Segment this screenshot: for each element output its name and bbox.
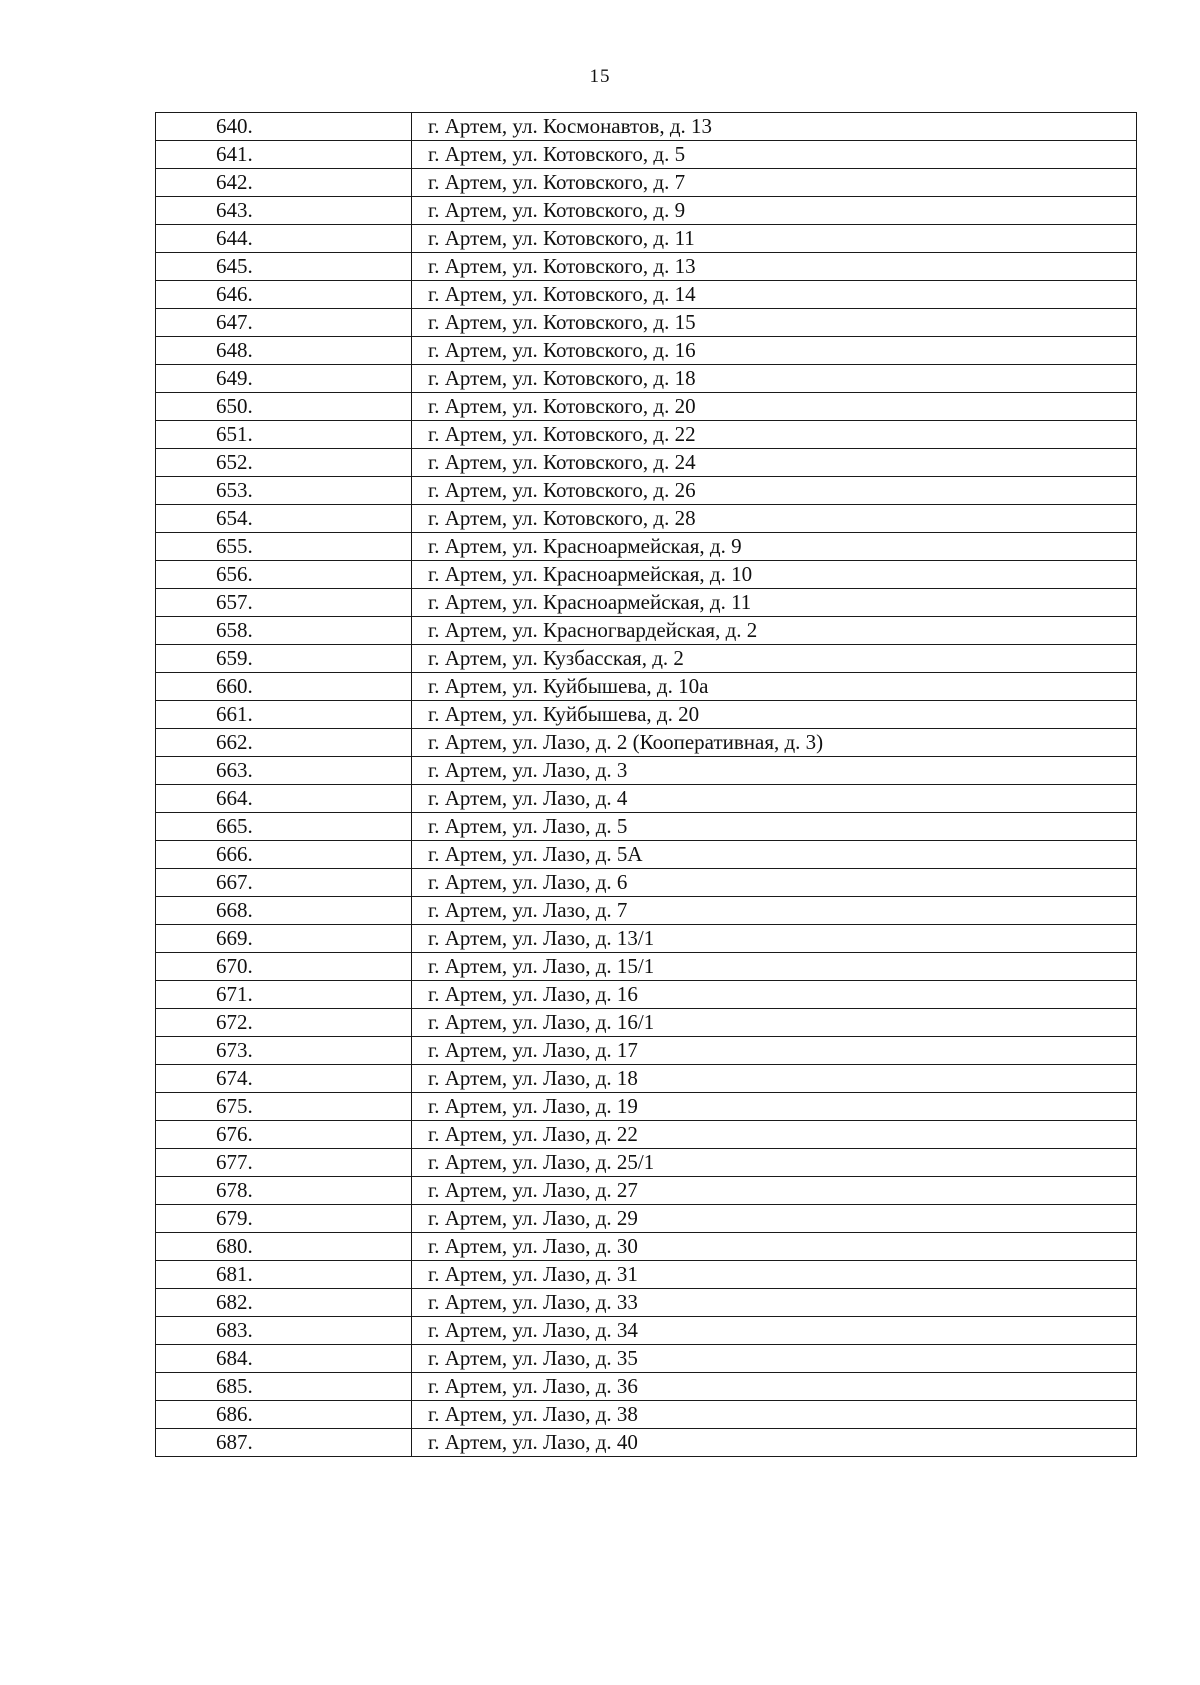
row-number: 685.: [156, 1373, 412, 1401]
row-number: 686.: [156, 1401, 412, 1429]
row-address: г. Артем, ул. Лазо, д. 38: [412, 1401, 1137, 1429]
table-row: [156, 1401, 1137, 1429]
row-number: 680.: [156, 1233, 412, 1261]
table-row: [156, 253, 1137, 281]
row-number: 640.: [156, 113, 412, 141]
table-row: [156, 785, 1137, 813]
row-number: 677.: [156, 1149, 412, 1177]
page-number: 15: [589, 66, 611, 87]
table-row: [156, 589, 1137, 617]
table-row: [156, 1009, 1137, 1037]
row-address: г. Артем, ул. Котовского, д. 20: [412, 393, 1137, 421]
row-address: г. Артем, ул. Лазо, д. 15/1: [412, 953, 1137, 981]
row-number: 647.: [156, 309, 412, 337]
row-number: 663.: [156, 757, 412, 785]
row-address: г. Артем, ул. Красногвардейская, д. 2: [412, 617, 1137, 645]
table-row: [156, 841, 1137, 869]
table-row: [156, 169, 1137, 197]
row-address: г. Артем, ул. Котовского, д. 15: [412, 309, 1137, 337]
table-row: [156, 701, 1137, 729]
row-number: 662.: [156, 729, 412, 757]
table-row: [156, 953, 1137, 981]
table-row: [156, 1149, 1137, 1177]
table-row: [156, 1261, 1137, 1289]
row-address: г. Артем, ул. Лазо, д. 17: [412, 1037, 1137, 1065]
row-number: 672.: [156, 1009, 412, 1037]
row-address: г. Артем, ул. Лазо, д. 27: [412, 1177, 1137, 1205]
table-row: [156, 1373, 1137, 1401]
row-number: 657.: [156, 589, 412, 617]
row-address: г. Артем, ул. Лазо, д. 33: [412, 1289, 1137, 1317]
table-row: [156, 225, 1137, 253]
row-number: 653.: [156, 477, 412, 505]
row-address: г. Артем, ул. Лазо, д. 2 (Кооперативная, д. 3): [412, 729, 1137, 757]
table-row: [156, 897, 1137, 925]
row-address: г. Артем, ул. Лазо, д. 4: [412, 785, 1137, 813]
table-row: [156, 393, 1137, 421]
row-address: г. Артем, ул. Котовского, д. 11: [412, 225, 1137, 253]
row-address: г. Артем, ул. Лазо, д. 31: [412, 1261, 1137, 1289]
row-number: 644.: [156, 225, 412, 253]
table-row: [156, 533, 1137, 561]
row-address: г. Артем, ул. Лазо, д. 6: [412, 869, 1137, 897]
row-address: г. Артем, ул. Красноармейская, д. 9: [412, 533, 1137, 561]
table-row: [156, 141, 1137, 169]
row-address: г. Артем, ул. Лазо, д. 36: [412, 1373, 1137, 1401]
row-number: 656.: [156, 561, 412, 589]
table-row: [156, 309, 1137, 337]
row-number: 650.: [156, 393, 412, 421]
row-number: 668.: [156, 897, 412, 925]
row-number: 667.: [156, 869, 412, 897]
table-row: [156, 365, 1137, 393]
row-address: г. Артем, ул. Лазо, д. 13/1: [412, 925, 1137, 953]
table-row: [156, 421, 1137, 449]
row-number: 651.: [156, 421, 412, 449]
row-address: г. Артем, ул. Кузбасская, д. 2: [412, 645, 1137, 673]
row-number: 643.: [156, 197, 412, 225]
row-address: г. Артем, ул. Лазо, д. 22: [412, 1121, 1137, 1149]
row-number: 682.: [156, 1289, 412, 1317]
row-address: г. Артем, ул. Котовского, д. 22: [412, 421, 1137, 449]
table-row: [156, 813, 1137, 841]
table-row: [156, 113, 1137, 141]
row-number: 678.: [156, 1177, 412, 1205]
row-number: 645.: [156, 253, 412, 281]
table-row: [156, 1205, 1137, 1233]
row-number: 641.: [156, 141, 412, 169]
row-address: г. Артем, ул. Котовского, д. 24: [412, 449, 1137, 477]
table-row: [156, 1233, 1137, 1261]
row-address: г. Артем, ул. Котовского, д. 7: [412, 169, 1137, 197]
table-row: [156, 449, 1137, 477]
row-address: г. Артем, ул. Куйбышева, д. 10а: [412, 673, 1137, 701]
table-row: [156, 1345, 1137, 1373]
table-row: [156, 561, 1137, 589]
table-row: [156, 925, 1137, 953]
row-address: г. Артем, ул. Котовского, д. 9: [412, 197, 1137, 225]
table-row: [156, 729, 1137, 757]
row-address: г. Артем, ул. Лазо, д. 30: [412, 1233, 1137, 1261]
row-number: 666.: [156, 841, 412, 869]
row-address: г. Артем, ул. Лазо, д. 16: [412, 981, 1137, 1009]
row-number: 676.: [156, 1121, 412, 1149]
row-address: г. Артем, ул. Красноармейская, д. 11: [412, 589, 1137, 617]
table-row: [156, 1121, 1137, 1149]
row-address: г. Артем, ул. Лазо, д. 34: [412, 1317, 1137, 1345]
table-row: [156, 281, 1137, 309]
table-row: [156, 981, 1137, 1009]
row-number: 687.: [156, 1429, 412, 1457]
row-number: 673.: [156, 1037, 412, 1065]
row-address: г. Артем, ул. Котовского, д. 14: [412, 281, 1137, 309]
table-row: [156, 869, 1137, 897]
row-address: г. Артем, ул. Котовского, д. 18: [412, 365, 1137, 393]
row-number: 654.: [156, 505, 412, 533]
row-number: 642.: [156, 169, 412, 197]
row-number: 684.: [156, 1345, 412, 1373]
row-number: 660.: [156, 673, 412, 701]
row-address: г. Артем, ул. Лазо, д. 40: [412, 1429, 1137, 1457]
table-row: [156, 673, 1137, 701]
row-address: г. Артем, ул. Лазо, д. 19: [412, 1093, 1137, 1121]
row-address: г. Артем, ул. Лазо, д. 25/1: [412, 1149, 1137, 1177]
table-row: [156, 1065, 1137, 1093]
row-address: г. Артем, ул. Котовского, д. 5: [412, 141, 1137, 169]
row-number: 670.: [156, 953, 412, 981]
row-address: г. Артем, ул. Лазо, д. 5А: [412, 841, 1137, 869]
row-number: 669.: [156, 925, 412, 953]
row-number: 655.: [156, 533, 412, 561]
row-address: г. Артем, ул. Котовского, д. 26: [412, 477, 1137, 505]
row-address: г. Артем, ул. Лазо, д. 3: [412, 757, 1137, 785]
table-row: [156, 337, 1137, 365]
table-row: [156, 645, 1137, 673]
row-address: г. Артем, ул. Красноармейская, д. 10: [412, 561, 1137, 589]
row-address: г. Артем, ул. Куйбышева, д. 20: [412, 701, 1137, 729]
table-row: [156, 197, 1137, 225]
row-number: 658.: [156, 617, 412, 645]
row-number: 679.: [156, 1205, 412, 1233]
table-row: [156, 1177, 1137, 1205]
row-address: г. Артем, ул. Котовского, д. 28: [412, 505, 1137, 533]
table-row: [156, 617, 1137, 645]
row-number: 659.: [156, 645, 412, 673]
table-row: [156, 757, 1137, 785]
address-table-body: [156, 113, 1137, 1457]
table-row: [156, 477, 1137, 505]
row-number: 648.: [156, 337, 412, 365]
row-number: 646.: [156, 281, 412, 309]
table-row: [156, 1037, 1137, 1065]
table-row: [156, 1429, 1137, 1457]
address-table: [155, 112, 1137, 1457]
table-row: [156, 1289, 1137, 1317]
row-number: 652.: [156, 449, 412, 477]
row-address: г. Артем, ул. Лазо, д. 35: [412, 1345, 1137, 1373]
row-address: г. Артем, ул. Лазо, д. 5: [412, 813, 1137, 841]
table-row: [156, 505, 1137, 533]
row-number: 661.: [156, 701, 412, 729]
row-number: 674.: [156, 1065, 412, 1093]
row-number: 675.: [156, 1093, 412, 1121]
table-row: [156, 1317, 1137, 1345]
row-number: 665.: [156, 813, 412, 841]
row-address: г. Артем, ул. Лазо, д. 18: [412, 1065, 1137, 1093]
row-number: 681.: [156, 1261, 412, 1289]
row-address: г. Артем, ул. Лазо, д. 16/1: [412, 1009, 1137, 1037]
row-number: 683.: [156, 1317, 412, 1345]
row-number: 671.: [156, 981, 412, 1009]
table-row: [156, 1093, 1137, 1121]
row-number: 664.: [156, 785, 412, 813]
row-address: г. Артем, ул. Космонавтов, д. 13: [412, 113, 1137, 141]
row-number: 649.: [156, 365, 412, 393]
row-address: г. Артем, ул. Котовского, д. 16: [412, 337, 1137, 365]
row-address: г. Артем, ул. Лазо, д. 7: [412, 897, 1137, 925]
row-address: г. Артем, ул. Котовского, д. 13: [412, 253, 1137, 281]
row-address: г. Артем, ул. Лазо, д. 29: [412, 1205, 1137, 1233]
